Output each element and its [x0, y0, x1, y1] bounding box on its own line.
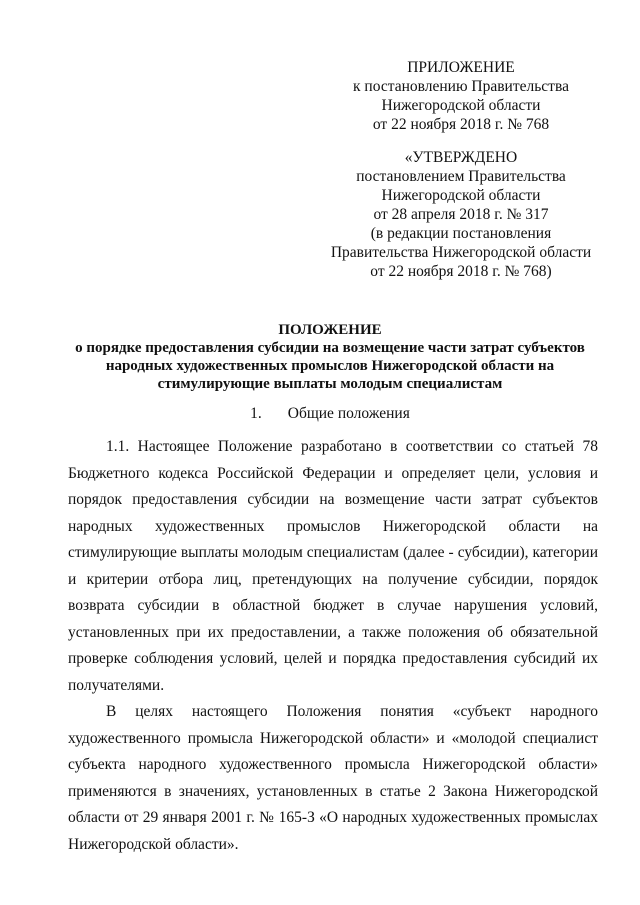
approved-line: от 28 апреля 2018 г. № 317 [373, 206, 549, 223]
paragraph-1-1: 1.1. Настоящее Положение разработано в соответствии со статьей 78 Бюджетного кодекса Российской Федерации и определяет цели, условия и порядок предоставления субсидии на возмещение части затрат субъектов народных художественных промыслов Нижегородской области на стимулирующие выплаты молодым специалистам (далее - субсидии), категории и критерии отбора лиц, претендующих на получение субсидии, порядок возврата субсидии в областной бюджет в случае нарушения условий, установленных при их предоставлении, а также положения об обязательной проверке соблюдения условий, целей и порядка предоставления субсидий их получателями. [68, 438, 598, 694]
appendix-line: от 22 ноября 2018 г. № 768 [372, 116, 550, 133]
appendix-line: Нижегородской области [381, 97, 541, 114]
approved-line: (в редакции постановления [370, 225, 552, 242]
title-line: стимулирующие выплаты молодым специалистам [157, 376, 503, 392]
approved-block [320, 148, 602, 281]
document-title [60, 321, 600, 393]
appendix-line: к постановлению Правительства [353, 78, 569, 95]
body-text [68, 434, 598, 858]
appendix-line: ПРИЛОЖЕНИЕ [407, 59, 515, 76]
approved-line: Нижегородской области [381, 187, 541, 204]
appendix-block [330, 58, 592, 134]
title-line: о порядке предоставления субсидии на возмещение части затрат субъектов [75, 340, 585, 356]
approved-line: постановлением Правительства [356, 168, 566, 185]
section-number: 1. [250, 405, 262, 422]
title-heading: ПОЛОЖЕНИЕ [278, 322, 382, 338]
title-line: народных художественных промыслов Нижегородской области на [105, 358, 555, 374]
section-title: Общие положения [287, 405, 410, 422]
approved-line: от 22 ноября 2018 г. № 768) [370, 263, 552, 280]
approved-line: Правительства Нижегородской области [330, 244, 592, 261]
approved-line: «УТВЕРЖДЕНО [404, 149, 518, 166]
paragraph-definitions: В целях настоящего Положения понятия «субъект народного художественного промысла Нижегородской области» и «молодой специалист субъекта народного художественного промысла Нижегородской области» применяются в значениях, установленных в статье 2 Закона Нижегородской области от 29 января 2001 г. № 165-З «О народных художественных промыслах Нижегородской области». [68, 703, 598, 853]
section-heading [60, 404, 600, 424]
